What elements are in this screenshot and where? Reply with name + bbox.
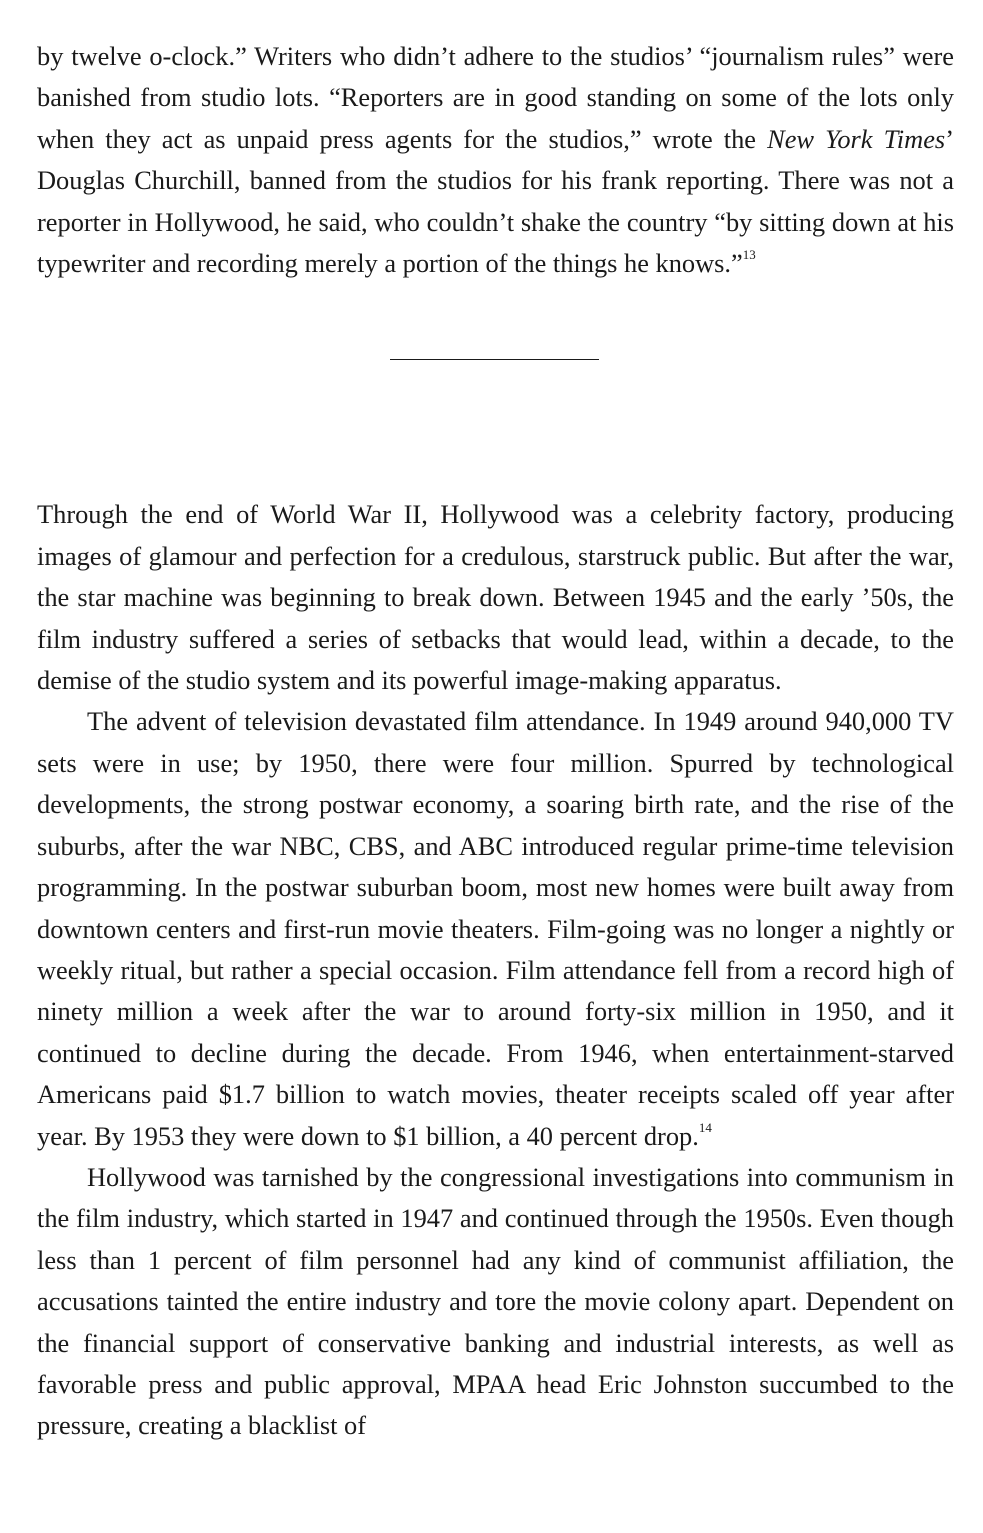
paragraph-3 (37, 701, 954, 1156)
paragraph-2 (37, 494, 954, 701)
paragraph-4 (37, 1157, 954, 1447)
text-segment: ’ Douglas Churchill, banned from the studios for his frank reporting. There was not a reporter in Hollywood, he said, who couldn’t shake the country “by sitting down at his typewriter and recording merely a portion of the things he knows.” (37, 123, 954, 279)
footnote-marker: 13 (742, 247, 756, 263)
section-break (37, 284, 954, 494)
paragraph-1 (37, 36, 954, 284)
section-divider-rule (390, 359, 599, 360)
publication-title: New York Times (767, 123, 946, 154)
text-segment: Hollywood was tarnished by the congressional investigations into communism in the film industry, which started in 1947 and continued through the 1950s. Even though less than 1 percent of film personnel had any kind of communist affiliation, the accusations tainted the entire industry and tore the movie colony apart. Dependent on the financial support of conservative banking and industrial interests, as well as favorable press and public approval, MPAA head Eric Johnston succumbed to the pressure, creating a blacklist of (37, 1161, 954, 1441)
book-page (37, 36, 954, 1447)
footnote-marker: 14 (698, 1119, 712, 1135)
text-segment: Through the end of World War II, Hollywood was a celebrity factory, producing images of glamour and perfection for a credulous, starstruck public. But after the war, the star machine was beginning to break down. Between 1945 and the early ’50s, the film industry suffered a series of setbacks that would lead, within a decade, to the demise of the studio system and its powerful image-making apparatus. (37, 499, 954, 696)
text-segment: by twelve o-clock.” Writers who didn’t adhere to the studios’ “journalism rules” were banished from studio lots. “Reporters are in good standing on some of the lots only when they act as unpaid press agents for the studios,” wrote the (37, 41, 954, 154)
text-segment: The advent of television devastated film attendance. In 1949 around 940,000 TV sets were in use; by 1950, there were four million. Spurred by technological developments, the strong postwar economy, a soaring birth rate, and the rise of the suburbs, after the war NBC, CBS, and ABC introduced regular prime-time television programming. In the postwar suburban boom, most new homes were built away from downtown centers and first-run movie theaters. Film-going was no longer a nightly or weekly ritual, but rather a special occasion. Film attendance fell from a record high of ninety million a week after the war to around forty-six million in 1950, and it continued to decline during the decade. From 1946, when entertainment-starved Americans paid $1.7 billion to watch movies, theater receipts scaled off year after year. By 1953 they were down to $1 billion, a 40 percent drop. (37, 706, 954, 1151)
